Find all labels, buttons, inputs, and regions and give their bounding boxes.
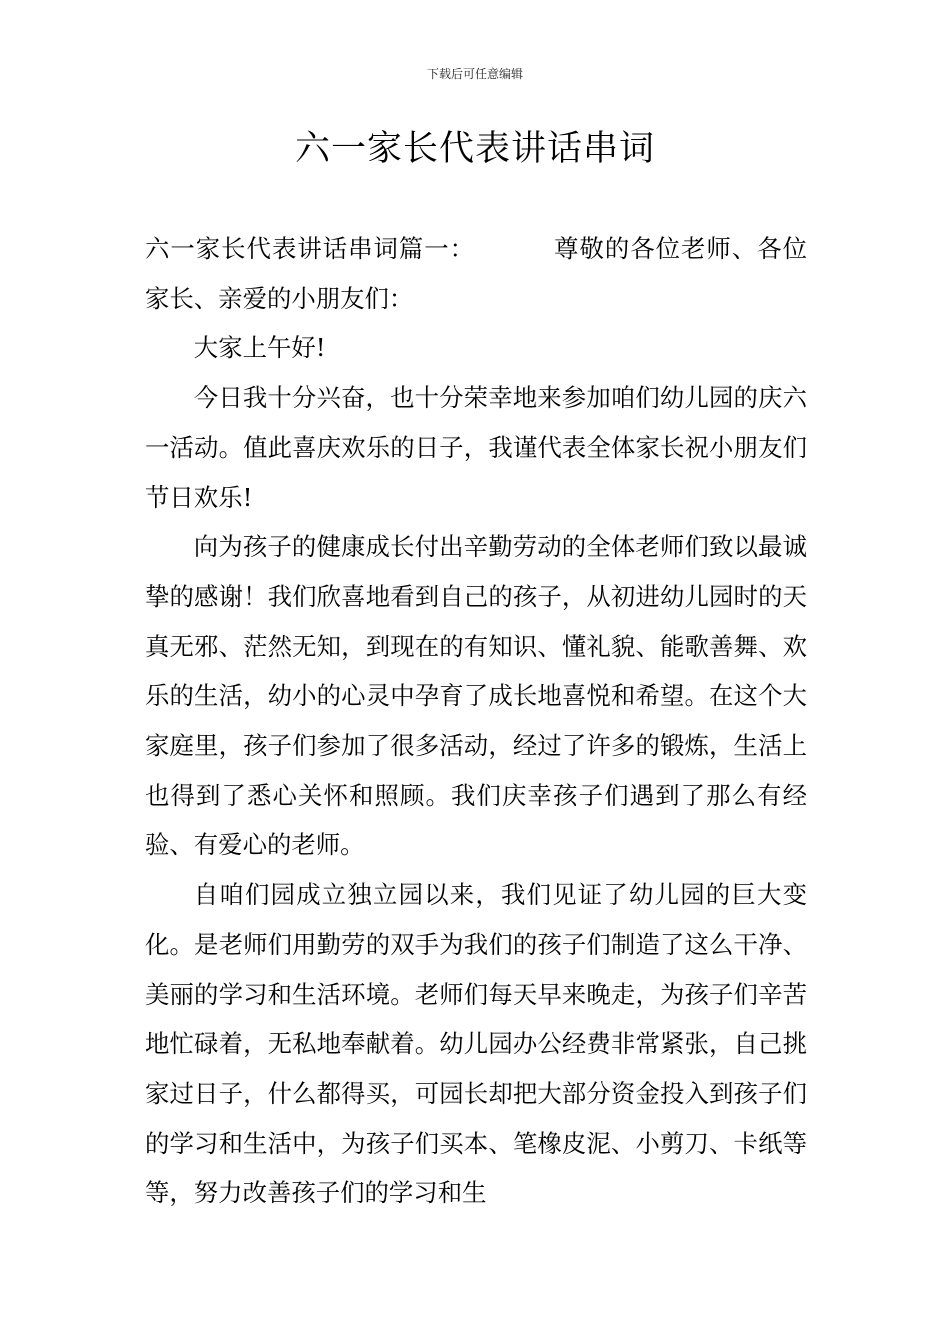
paragraph-1: 今日我十分兴奋，也十分荣幸地来参加咱们幼儿园的庆六一活动。值此喜庆欢乐的日子，我谨代表全体家长祝小朋友们节日欢乐! <box>145 383 807 512</box>
paragraph-3: 自咱们园成立独立园以来，我们见证了幼儿园的巨大变化。是老师们用勤劳的双手为我们的孩子们制造了这么干净、美丽的学习和生活环境。老师们每天早来晚走，为孩子们辛苦地忙碌着，无私地奉献着。幼儿园办公经费非常紧张，自己挑家过日子，什么都得买，可园长却把大部分资金投入到孩子们的学习和生活中，为孩子们买本、笔橡皮泥、小剪刀、卡纸等等，努力改善孩子们的学习和生 <box>145 880 807 1208</box>
intro-lead: 六一家长代表讲话串词篇一： <box>145 234 476 263</box>
intro-paragraph <box>145 224 807 323</box>
document-title: 六一家长代表讲话串词 <box>294 129 655 169</box>
intro-salutation: 尊敬的各位老师、各位家长、亲爱的小朋友们： <box>145 234 807 313</box>
document-body <box>145 224 807 1218</box>
header-note: 下载后可任意编辑 <box>426 67 523 81</box>
paragraph-2: 向为孩子的健康成长付出辛勤劳动的全体老师们致以最诚挚的感谢！我们欣喜地看到自己的孩子，从初进幼儿园时的天真无邪、茫然无知，到现在的有知识、懂礼貌、能歌善舞、欢乐的生活，幼小的心灵中孕育了成长地喜悦和希望。在这个大家庭里，孩子们参加了很多活动，经过了许多的锻炼，生活上也得到了悉心关怀和照顾。我们庆幸孩子们遇到了那么有经验、有爱心的老师。 <box>145 532 807 860</box>
paragraph-greeting: 大家上午好! <box>193 333 326 363</box>
